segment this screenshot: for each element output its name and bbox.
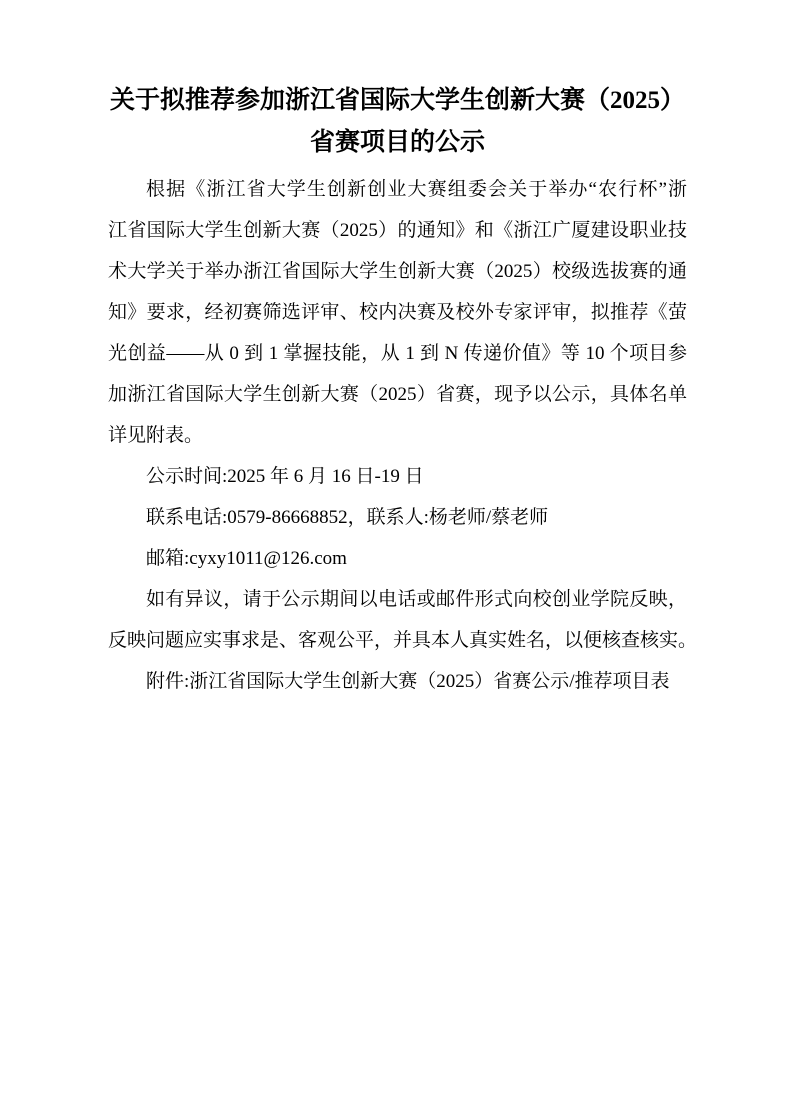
paragraph-line: 术大学关于举办浙江省国际大学生创新大赛（2025）校级选拔赛的通	[108, 261, 687, 282]
document-title-line-1: 关于拟推荐参加浙江省国际大学生创新大赛（2025）	[109, 87, 685, 114]
paragraph-line: 详见附表。	[108, 425, 204, 446]
paragraph-line: 光创益——从 0 到 1 掌握技能，从 1 到 N 传递价值》等 10 个项目参	[108, 343, 687, 364]
paragraph-line: 根据《浙江省大学生创新创业大赛组委会关于举办“农行杯”浙	[146, 179, 687, 200]
paragraph-line: 江省国际大学生创新大赛（2025）的通知》和《浙江广厦建设职业技	[108, 220, 687, 241]
objection-line: 如有异议，请于公示期间以电话或邮件形式向校创业学院反映，	[146, 589, 687, 610]
paragraph-line: 知》要求，经初赛筛选评审、校内决赛及校外专家评审，拟推荐《萤	[108, 302, 687, 323]
document-title-line-2: 省赛项目的公示	[309, 129, 485, 156]
objection-paragraph	[108, 579, 698, 661]
email-line: 邮箱:cyxy1011@126.com	[146, 548, 347, 569]
objection-line: 反映问题应实事求是、客观公平，并具本人真实姓名，以便核查核实。	[108, 630, 698, 651]
publicity-time-line: 公示时间:2025 年 6 月 16 日-19 日	[146, 466, 424, 487]
contact-phone-line: 联系电话:0579-86668852，联系人:杨老师/蔡老师	[146, 507, 549, 528]
paragraph-line: 加浙江省国际大学生创新大赛（2025）省赛，现予以公示，具体名单	[108, 384, 687, 405]
announcement-paragraph	[108, 169, 687, 456]
attachment-line: 附件:浙江省国际大学生创新大赛（2025）省赛公示/推荐项目表	[146, 671, 670, 692]
document-title	[108, 80, 687, 164]
